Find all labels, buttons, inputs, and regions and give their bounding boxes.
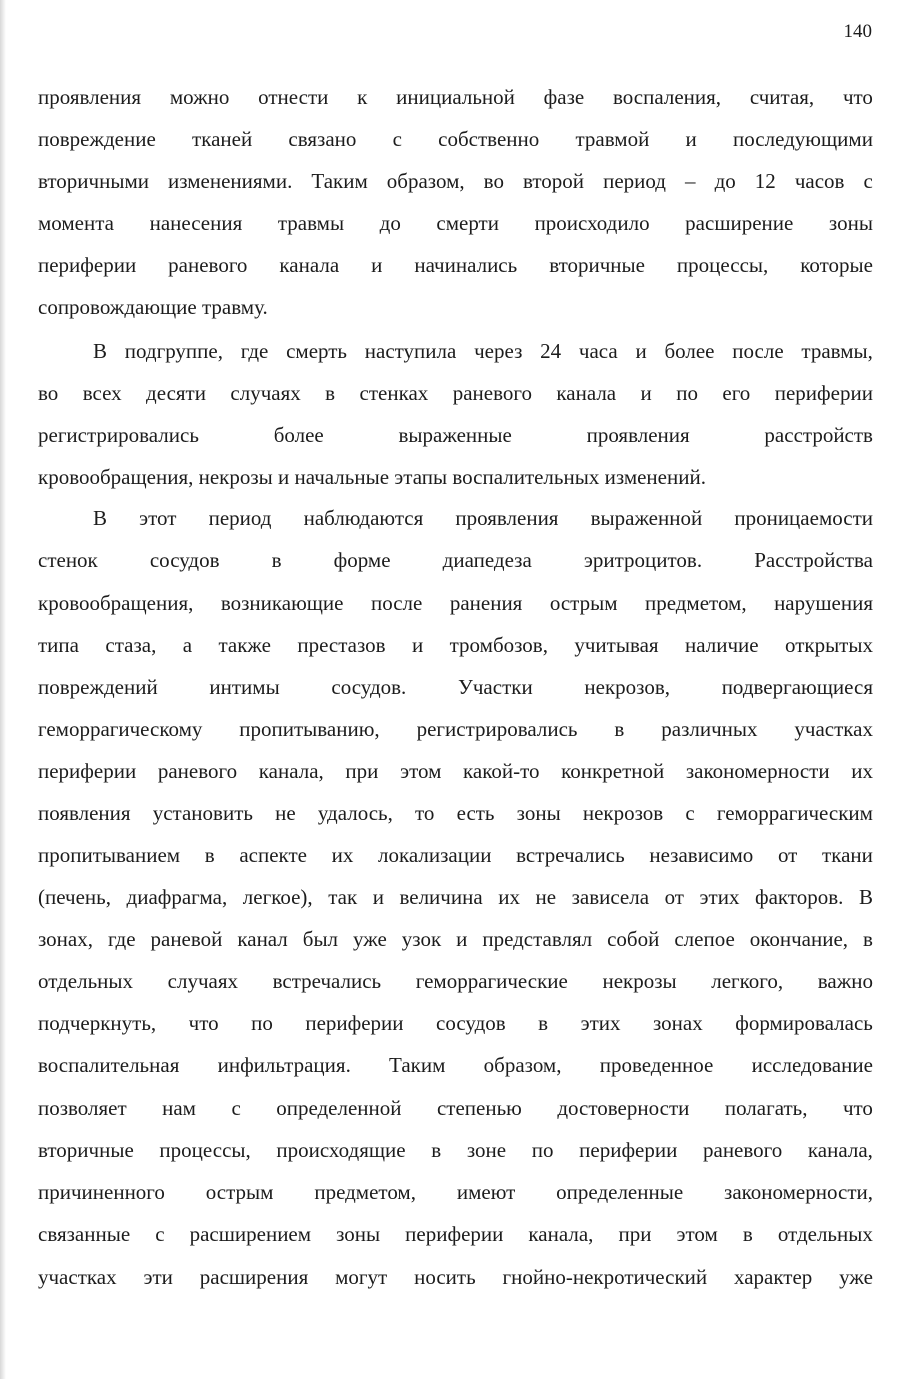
word: наличие <box>684 633 759 657</box>
word: нам <box>162 1096 196 1120</box>
word: определенные <box>556 1180 684 1204</box>
word: окончание, <box>749 927 849 951</box>
word: 24 <box>540 339 562 363</box>
word: через <box>474 339 523 363</box>
word: тканей <box>192 127 253 151</box>
text-line <box>38 924 873 954</box>
text-line <box>38 1008 873 1038</box>
word: можно <box>169 85 230 109</box>
text-line <box>38 672 873 702</box>
word: травмы <box>277 211 345 235</box>
word: а <box>182 633 193 657</box>
word: с <box>863 169 873 193</box>
word: также <box>218 633 271 657</box>
word: периферии <box>305 1011 404 1035</box>
word: более <box>664 339 715 363</box>
word: от <box>664 885 684 909</box>
word: момента <box>38 211 114 235</box>
word: процессы, <box>676 253 769 277</box>
word: сосудов <box>436 1011 506 1035</box>
word: смерти <box>436 211 499 235</box>
word: периферии <box>38 253 137 277</box>
word: стаза, <box>105 633 157 657</box>
word: слепое <box>674 927 735 951</box>
word: легкого, <box>711 969 784 993</box>
word: и <box>372 885 384 909</box>
word: не <box>275 801 296 825</box>
word: зоны <box>828 211 873 235</box>
word: закономерности <box>685 759 830 783</box>
word: предметом, <box>314 1180 416 1204</box>
word: по <box>251 1011 273 1035</box>
word: и <box>685 127 697 151</box>
word: зоны <box>516 801 561 825</box>
word: смерть <box>286 339 348 363</box>
word: что <box>842 85 873 109</box>
word: кровообращения, <box>38 591 194 615</box>
text-line <box>93 336 873 366</box>
word: сосудов <box>149 548 220 572</box>
word: пропитыванию, <box>239 717 380 741</box>
word: связано <box>288 127 357 151</box>
text-line <box>38 1219 873 1249</box>
word: часов <box>794 169 845 193</box>
word: зоне <box>466 1138 507 1162</box>
word: этом <box>676 1222 718 1246</box>
word: вторичные <box>549 253 645 277</box>
word: престазов <box>297 633 386 657</box>
word: после <box>732 339 784 363</box>
word: нарушения <box>774 591 873 615</box>
word: часа <box>578 339 618 363</box>
word: и <box>371 253 383 277</box>
word: удалось, <box>317 801 393 825</box>
word: их <box>498 885 520 909</box>
word: периферии <box>405 1222 504 1246</box>
word: канала <box>556 381 617 405</box>
word: инфильтрация. <box>217 1053 351 1077</box>
text-line <box>38 250 873 280</box>
word: где <box>240 339 269 363</box>
word: есть <box>456 801 495 825</box>
word: раневой <box>150 927 223 951</box>
text-line: сопровождающие травму. <box>38 295 268 319</box>
word: подвергающиеся <box>721 675 873 699</box>
word: воспалительная <box>38 1053 180 1077</box>
word: с <box>685 801 695 825</box>
word: В <box>93 506 108 530</box>
text-line <box>93 503 873 533</box>
word: отнести <box>258 85 329 109</box>
word: периферии <box>774 381 873 405</box>
word: периферии <box>579 1138 678 1162</box>
word: появления <box>38 801 131 825</box>
word: раневого <box>703 1138 783 1162</box>
word: зонах <box>653 1011 703 1035</box>
word: некрозы <box>602 969 677 993</box>
word: последующими <box>733 127 873 151</box>
text-line <box>38 882 873 912</box>
word: повреждений <box>38 675 158 699</box>
word: предметом, <box>644 591 747 615</box>
text-line: кровообращения, некрозы и начальные этапы воспалительных изменений. <box>38 465 706 489</box>
word: проявления <box>455 506 559 530</box>
word: и <box>640 381 652 405</box>
word: этих <box>580 1011 621 1035</box>
word: после <box>370 591 423 615</box>
word: наступила <box>364 339 457 363</box>
word: по <box>531 1138 554 1162</box>
word: раневого <box>452 381 532 405</box>
word: в <box>204 843 215 867</box>
word: факторов. <box>754 885 844 909</box>
word: исследование <box>751 1053 873 1077</box>
word: гнойно-некротический <box>502 1265 708 1289</box>
word: воспаления, <box>612 85 722 109</box>
word: важно <box>817 969 873 993</box>
word: этот <box>139 506 177 530</box>
word: регистрировались <box>38 423 199 447</box>
word: узок <box>401 927 442 951</box>
word: позволяет <box>38 1096 127 1120</box>
text-line <box>38 588 873 618</box>
word: и <box>456 927 468 951</box>
text-line <box>38 966 873 996</box>
text-line <box>38 420 873 450</box>
text-line <box>38 840 873 870</box>
word: проявления <box>38 85 142 109</box>
word: ткани <box>822 843 873 867</box>
word: проницаемости <box>734 506 873 530</box>
text-line <box>38 545 873 575</box>
word: до <box>379 211 401 235</box>
word: определенной <box>276 1096 402 1120</box>
word: встречались <box>272 969 382 993</box>
word: не <box>535 885 557 909</box>
word: геморрагическому <box>38 717 203 741</box>
word: стенок <box>38 548 98 572</box>
word: всех <box>82 381 122 405</box>
word: эритроцитов. <box>583 548 703 572</box>
word: периферии <box>38 759 137 783</box>
word: Участки <box>458 675 533 699</box>
word: подгруппе, <box>124 339 223 363</box>
word: случаях <box>230 381 301 405</box>
word: второй <box>523 169 585 193</box>
word: что <box>842 1096 873 1120</box>
word: образом, <box>483 1053 562 1077</box>
word: какой-то <box>463 759 540 783</box>
text-line <box>38 82 873 112</box>
word: подчеркнуть, <box>38 1011 157 1035</box>
word: вторичными <box>38 169 149 193</box>
word: в <box>431 1138 442 1162</box>
word: канала, <box>258 759 324 783</box>
word: проявления <box>586 423 690 447</box>
word: регистрировались <box>416 717 578 741</box>
word: В <box>858 885 873 909</box>
word: различных <box>661 717 758 741</box>
word: образом, <box>386 169 465 193</box>
text-line <box>38 378 873 408</box>
word: достоверности <box>557 1096 690 1120</box>
word: которые <box>800 253 873 277</box>
word: в <box>742 1222 753 1246</box>
text-line <box>38 208 873 238</box>
word: расширение <box>685 211 794 235</box>
word: В <box>93 339 108 363</box>
word: десяти <box>146 381 206 405</box>
word: тромбозов, <box>449 633 548 657</box>
word: возникающие <box>220 591 344 615</box>
word: локализации <box>378 843 492 867</box>
word: где <box>107 927 136 951</box>
word: в <box>538 1011 549 1035</box>
word: ранения <box>449 591 523 615</box>
word: сосудов. <box>331 675 407 699</box>
word: могут <box>335 1265 388 1289</box>
text-line <box>38 1050 873 1080</box>
word: фазе <box>543 85 585 109</box>
word: канала, <box>528 1222 594 1246</box>
word: связанные <box>38 1222 131 1246</box>
word: происходящие <box>276 1138 406 1162</box>
word: диафрагма, <box>126 885 228 909</box>
word: пропитыванием <box>38 843 181 867</box>
word: период <box>208 506 272 530</box>
text-line <box>38 1135 873 1165</box>
word: открытых <box>784 633 873 657</box>
word: так <box>328 885 358 909</box>
word: случаях <box>167 969 238 993</box>
word: в <box>271 548 282 572</box>
word: учитывая <box>574 633 659 657</box>
word: процессы, <box>159 1138 251 1162</box>
word: в <box>325 381 336 405</box>
word: – <box>685 169 696 193</box>
word: эти <box>143 1265 173 1289</box>
word: полагать, <box>724 1096 808 1120</box>
word: аспекте <box>239 843 307 867</box>
word: зоны <box>336 1222 381 1246</box>
word: изменениями. <box>168 169 293 193</box>
word: установить <box>152 801 253 825</box>
word: при <box>618 1222 652 1246</box>
word: участках <box>38 1265 117 1289</box>
word: причиненного <box>38 1180 165 1204</box>
word: имеют <box>456 1180 516 1204</box>
word: раневого <box>168 253 248 277</box>
word: происходило <box>534 211 650 235</box>
word: во <box>483 169 504 193</box>
word: уже <box>353 927 387 951</box>
word: типа <box>38 633 79 657</box>
word: и <box>635 339 647 363</box>
word: геморрагическим <box>716 801 873 825</box>
word: травмой <box>575 127 650 151</box>
word: канал <box>237 927 288 951</box>
scan-edge-shadow <box>0 0 6 1379</box>
text-line <box>38 124 873 154</box>
word: некрозов <box>582 801 664 825</box>
word: с <box>155 1222 165 1246</box>
word: нанесения <box>149 211 243 235</box>
word: канала, <box>807 1138 873 1162</box>
word: до <box>714 169 736 193</box>
word: Таким <box>389 1053 446 1077</box>
text-line <box>38 756 873 786</box>
word: зависела <box>571 885 650 909</box>
word: его <box>722 381 751 405</box>
word: и <box>411 633 424 657</box>
word: расширения <box>199 1265 309 1289</box>
word: их <box>331 843 354 867</box>
word: некрозов, <box>584 675 670 699</box>
word: выраженные <box>398 423 512 447</box>
word: легкое), <box>242 885 313 909</box>
word: собственно <box>438 127 540 151</box>
word: (печень, <box>38 885 111 909</box>
text-line <box>38 630 873 660</box>
word: период <box>603 169 666 193</box>
word: диапедеза <box>442 548 532 572</box>
word: их <box>851 759 873 783</box>
word: конкретной <box>561 759 665 783</box>
text-line <box>38 798 873 828</box>
word: инициальной <box>396 85 515 109</box>
word: отдельных <box>38 969 134 993</box>
word: наблюдаются <box>303 506 424 530</box>
word: раневого <box>157 759 238 783</box>
word: расстройств <box>764 423 873 447</box>
word: независимо <box>649 843 754 867</box>
word: формировалась <box>735 1011 873 1035</box>
word: при <box>345 759 379 783</box>
word: что <box>188 1011 219 1035</box>
word: повреждение <box>38 127 156 151</box>
word: характер <box>734 1265 813 1289</box>
word: носить <box>414 1265 476 1289</box>
page-number: 140 <box>843 21 872 42</box>
text-line <box>38 1177 873 1207</box>
text-line <box>38 1262 873 1292</box>
word: то <box>415 801 435 825</box>
word: зонах, <box>38 927 93 951</box>
word: встречались <box>516 843 625 867</box>
word: закономерности, <box>724 1180 873 1204</box>
word: участках <box>794 717 873 741</box>
word: проведенное <box>599 1053 714 1077</box>
word: уже <box>839 1265 873 1289</box>
word: от <box>777 843 798 867</box>
word: форме <box>333 548 391 572</box>
word: интимы <box>209 675 280 699</box>
word: величина <box>399 885 483 909</box>
word: с <box>231 1096 241 1120</box>
word: стенках <box>359 381 429 405</box>
word: вторичные <box>38 1138 134 1162</box>
word: во <box>38 381 59 405</box>
word: Таким <box>311 169 368 193</box>
word: отдельных <box>777 1222 873 1246</box>
word: расширением <box>189 1222 312 1246</box>
word: этом <box>400 759 442 783</box>
word: собой <box>607 927 660 951</box>
word: геморрагические <box>415 969 568 993</box>
word: был <box>302 927 339 951</box>
word: считая, <box>749 85 815 109</box>
word: представлял <box>482 927 593 951</box>
word: 12 <box>754 169 776 193</box>
word: острым <box>549 591 618 615</box>
word: острым <box>205 1180 274 1204</box>
word: по <box>676 381 698 405</box>
word: степенью <box>436 1096 522 1120</box>
word: в <box>614 717 625 741</box>
text-line <box>38 166 873 196</box>
word: Расстройства <box>754 548 873 572</box>
word: к <box>357 85 368 109</box>
word: с <box>392 127 402 151</box>
text-line <box>38 1093 873 1123</box>
word: в <box>863 927 873 951</box>
word: более <box>273 423 324 447</box>
word: травмы, <box>801 339 873 363</box>
text-line <box>38 714 873 744</box>
word: начинались <box>414 253 518 277</box>
word: канала <box>279 253 340 277</box>
word: выраженной <box>590 506 703 530</box>
word: этих <box>699 885 740 909</box>
